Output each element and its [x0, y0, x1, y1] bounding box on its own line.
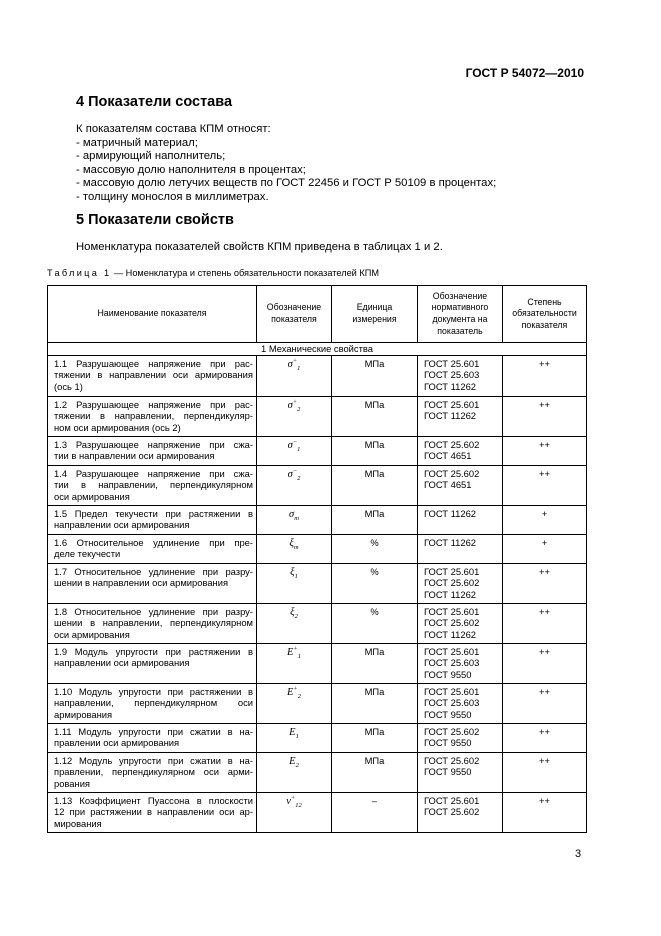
indicator-name: 1.3 Разрушающее напряжение при сжа- тии в направлении оси армирования	[48, 437, 257, 466]
normative-docs: ГОСТ 25.601 ГОСТ 25.603 ГОСТ 9550	[418, 684, 503, 724]
table-row	[48, 564, 587, 604]
indicator-unit: МПа	[332, 397, 418, 437]
obligation-degree: ++	[503, 437, 587, 466]
section-row	[48, 343, 587, 356]
list-item: - матричный материал;	[76, 136, 198, 149]
header-symbol: Обозначение показателя	[257, 286, 332, 343]
indicator-name: 1.10 Модуль упругости при растяжении в направлении, перпендикулярном оси армирования	[48, 684, 257, 724]
indicator-name: 1.2 Разрушающее напряжение при рас- тяжении в направлении, перпендикуляр- ном оси армирования (ось 2)	[48, 397, 257, 437]
table-row	[48, 397, 587, 437]
table-row	[48, 535, 587, 564]
table-row	[48, 684, 587, 724]
normative-docs: ГОСТ 25.602 ГОСТ 9550	[418, 724, 503, 753]
indicator-unit: %	[332, 604, 418, 644]
table-header-row	[48, 286, 587, 343]
table-row	[48, 466, 587, 506]
header-unit: Единица измерения	[332, 286, 418, 343]
obligation-degree: ++	[503, 356, 587, 397]
indicator-unit: МПа	[332, 644, 418, 684]
obligation-degree: ++	[503, 793, 587, 833]
indicator-symbol: $\xi_т$	[257, 535, 332, 564]
indicator-unit: МПа	[332, 437, 418, 466]
obligation-degree: ++	[503, 466, 587, 506]
table-row	[48, 506, 587, 535]
header-name: Наименование показателя	[48, 286, 257, 343]
indicator-unit: МПа	[332, 466, 418, 506]
indicator-unit: –	[332, 793, 418, 833]
indicator-unit: %	[332, 564, 418, 604]
table-row	[48, 724, 587, 753]
indicator-name: 1.5 Предел текучести при растяжении в направлении оси армирования	[48, 506, 257, 535]
list-item: - толщину монослоя в миллиметрах.	[76, 190, 269, 203]
indicator-unit: МПа	[332, 356, 418, 397]
page-number: 3	[575, 848, 582, 860]
indicator-name: 1.11 Модуль упругости при сжатии в на- правлении оси армирования	[48, 724, 257, 753]
indicator-name: 1.4 Разрушающее напряжение при сжа- тии в направлении, перпендикулярном оси армирования	[48, 466, 257, 506]
list-item: - массовую долю летучих веществ по ГОСТ 22456 и ГОСТ Р 50109 в процентах;	[76, 177, 497, 190]
table-row	[48, 356, 587, 397]
normative-docs: ГОСТ 25.601 ГОСТ 11262	[418, 397, 503, 437]
indicator-name: 1.9 Модуль упругости при растяжении в направлении оси армирования	[48, 644, 257, 684]
header-degree: Степень обязательности показателя	[503, 286, 587, 343]
indicators-table	[47, 285, 587, 833]
indicator-unit: %	[332, 535, 418, 564]
indicator-name: 1.8 Относительное удлинение при разру- шении в направлении, перпендикулярном оси армирования	[48, 604, 257, 644]
table-row	[48, 604, 587, 644]
indicator-unit: МПа	[332, 753, 418, 793]
indicator-name: 1.1 Разрушающее напряжение при рас- тяжении в направлении оси армирования (ось 1)	[48, 356, 257, 397]
normative-docs: ГОСТ 25.601 ГОСТ 25.602 ГОСТ 11262	[418, 604, 503, 644]
indicator-name: 1.12 Модуль упругости при сжатии в на- правлении, перпендикулярном оси арми- рования	[48, 753, 257, 793]
indicator-unit: МПа	[332, 724, 418, 753]
indicator-symbol: $E^+_1$	[257, 644, 332, 684]
indicator-unit: МПа	[332, 684, 418, 724]
table-row	[48, 753, 587, 793]
section-4-body	[76, 123, 496, 205]
obligation-degree: ++	[503, 753, 587, 793]
obligation-degree: ++	[503, 604, 587, 644]
indicator-symbol: $\sigma^-_1$	[257, 437, 332, 466]
section-4-title: 4 Показатели состава	[76, 94, 233, 110]
normative-docs: ГОСТ 25.601 ГОСТ 25.603 ГОСТ 9550	[418, 644, 503, 684]
table-row	[48, 644, 587, 684]
normative-docs: ГОСТ 25.601 ГОСТ 25.602	[418, 793, 503, 833]
normative-docs: ГОСТ 25.602 ГОСТ 4651	[418, 437, 503, 466]
obligation-degree: ++	[503, 724, 587, 753]
table-caption-text: — Номенклатура и степень обязательности показателей КПМ	[111, 268, 379, 278]
indicator-unit: МПа	[332, 506, 418, 535]
indicator-symbol: $E_1$	[257, 724, 332, 753]
table-caption	[47, 268, 379, 278]
list-item: - массовую долю наполнителя в процентах;	[76, 163, 306, 176]
table-caption-label: Таблица 1	[47, 268, 112, 278]
obligation-degree: ++	[503, 564, 587, 604]
header-doc: Обозначение нормативного документа на показатель	[418, 286, 503, 343]
section-row-label: 1 Механические свойства	[48, 343, 587, 356]
normative-docs: ГОСТ 25.601 ГОСТ 25.603 ГОСТ 11262	[418, 356, 503, 397]
indicator-name: 1.13 Коэффициент Пуассона в плоскости 12 при растяжении в направлении оси ар- мирования	[48, 793, 257, 833]
indicator-name: 1.6 Относительное удлинение при пре- деле текучести	[48, 535, 257, 564]
indicator-symbol: $\xi_2$	[257, 604, 332, 644]
obligation-degree: ++	[503, 644, 587, 684]
section-4-intro: К показателям состава КПМ относят:	[76, 123, 271, 135]
obligation-degree: ++	[503, 684, 587, 724]
normative-docs: ГОСТ 25.602 ГОСТ 4651	[418, 466, 503, 506]
indicator-symbol: $E_2$	[257, 753, 332, 793]
normative-docs: ГОСТ 25.601 ГОСТ 25.602 ГОСТ 11262	[418, 564, 503, 604]
normative-docs: ГОСТ 25.602 ГОСТ 9550	[418, 753, 503, 793]
obligation-degree: +	[503, 535, 587, 564]
list-item: - армирующий наполнитель;	[76, 150, 226, 163]
indicator-symbol: $\xi_1$	[257, 564, 332, 604]
indicator-symbol: $\nu^+_{12}$	[257, 793, 332, 833]
table-row	[48, 437, 587, 466]
indicator-symbol: $\sigma^+_1$	[257, 356, 332, 397]
indicator-symbol: $\sigma^+_2$	[257, 397, 332, 437]
normative-docs: ГОСТ 11262	[418, 535, 503, 564]
section-5-text: Номенклатура показателей свойств КПМ приведена в таблицах 1 и 2.	[76, 241, 443, 253]
indicator-name: 1.7 Относительное удлинение при разру- шении в направлении оси армирования	[48, 564, 257, 604]
indicator-symbol: $\sigma_т$	[257, 506, 332, 535]
document-header: ГОСТ Р 54072—2010	[465, 66, 584, 80]
normative-docs: ГОСТ 11262	[418, 506, 503, 535]
section-5-title: 5 Показатели свойств	[76, 212, 234, 228]
indicator-symbol: $\sigma^-_2$	[257, 466, 332, 506]
obligation-degree: +	[503, 506, 587, 535]
table-row	[48, 793, 587, 833]
indicator-symbol: $E^+_2$	[257, 684, 332, 724]
obligation-degree: ++	[503, 397, 587, 437]
